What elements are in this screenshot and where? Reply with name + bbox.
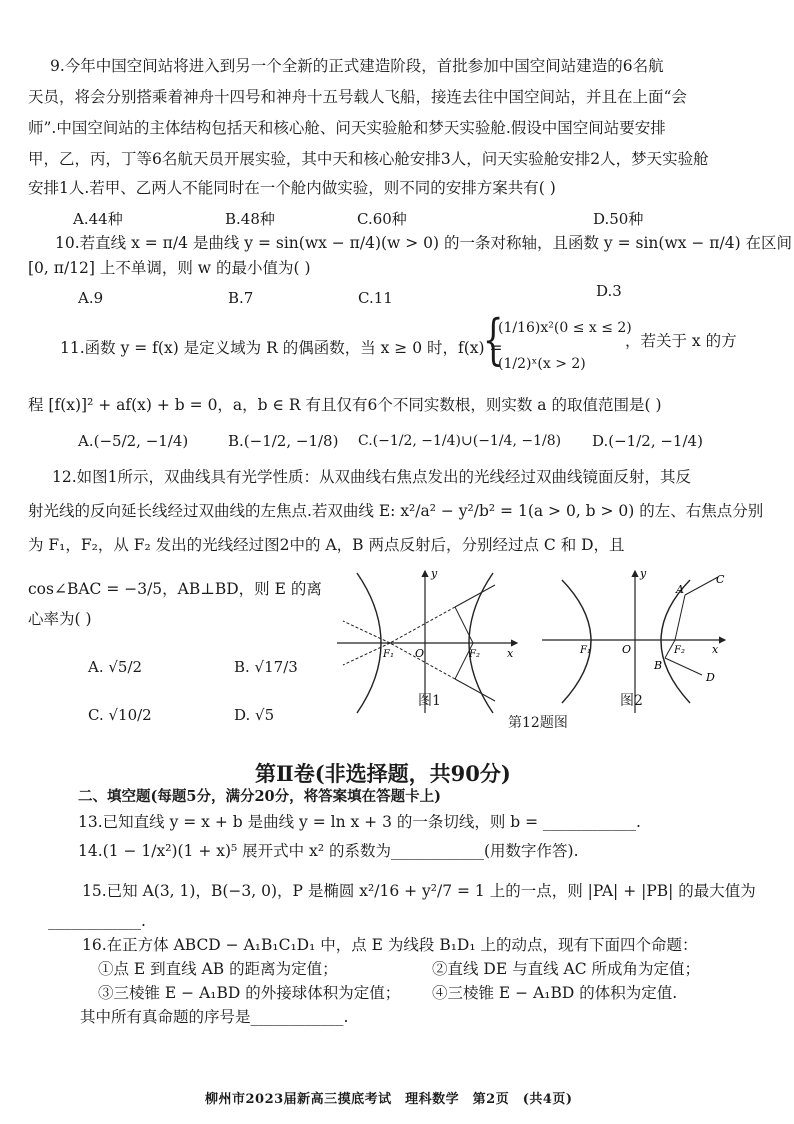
q10-option-d: D.3 xyxy=(596,282,622,300)
figure-2-label-a: A xyxy=(676,583,684,596)
figure-12-caption: 第12题图 xyxy=(508,715,568,731)
q12-line-4: cos∠BAC = −3/5，AB⊥BD，则 E 的离 xyxy=(28,580,322,598)
q10-line-2: [0, π/12] 上不单调，则 w 的最小值为( ) xyxy=(28,259,311,277)
figure-1-label-y: y xyxy=(431,567,438,580)
figure-2-label-y: y xyxy=(640,567,647,580)
figure-2-right-branch xyxy=(661,580,690,703)
figure-2-label-origin: O xyxy=(622,643,632,656)
figure-2-label-c: C xyxy=(716,573,725,586)
q11-piece-1: (1/16)x²(0 ≤ x ≤ 2) xyxy=(498,320,632,336)
figure-2-left-branch xyxy=(562,580,591,703)
q9-line-1: 9.今年中国空间站将进入到另一个全新的正式建造阶段，首批参加中国空间站建造的6名航 xyxy=(50,57,664,75)
figure-2-label-f1: F₁ xyxy=(580,645,591,656)
q16-proposition-4: ④三棱锥 E − A₁BD 的体积为定值. xyxy=(432,984,678,1002)
q9-option-c: C.60种 xyxy=(357,210,407,228)
q11-option-c: C.(−1/2, −1/4)∪(−1/4, −1/8) xyxy=(358,433,562,449)
q9-option-a: A.44种 xyxy=(73,210,123,228)
q12-line-1: 12.如图1所示，双曲线具有光学性质：从双曲线右焦点发出的光线经过双曲线镜面反射，其反 xyxy=(52,468,692,486)
q10-line-1: 10.若直线 x = π/4 是曲线 y = sin(wx − π/4)(w > 0) 的一条对称轴，且函数 y = sin(wx − π/4) 在区间 xyxy=(55,234,793,252)
figure-2-light-rays xyxy=(665,577,718,675)
q12-option-c: C. √10/2 xyxy=(88,706,152,724)
q12-line-3: 为 F₁，F₂，从 F₂ 发出的光线经过图2中的 A，B 两点反射后，分别经过点 C 和 D，且 xyxy=(28,536,625,554)
q9-line-5: 安排1人.若甲、乙两人不能同时在一个舱内做实验，则不同的安排方案共有( ) xyxy=(28,179,556,197)
q11-option-d: D.(−1/2, −1/4) xyxy=(592,432,703,450)
q9-line-4: 甲，乙，丙，丁等6名航天员开展实验，其中天和核心舱安排3人，问天实验舱安排2人，梦天实验舱 xyxy=(28,150,709,168)
figure-2-label-b: B xyxy=(654,659,663,672)
page-footer: 柳州市2023届新高三摸底考试 理科数学 第2页 (共4页) xyxy=(205,1092,573,1107)
q9-option-d: D.50种 xyxy=(593,210,644,228)
q16-proposition-3: ③三棱锥 E − A₁BD 的外接球体积为定值； xyxy=(98,984,401,1002)
q9-line-3: 师”.中国空间站的主体结构包括天和核心舱、问天实验舱和梦天实验舱.假设中国空间站要安排 xyxy=(28,119,666,137)
section-2-title: 第Ⅱ卷(非选择题，共90分) xyxy=(255,761,511,786)
q10-option-c: C.11 xyxy=(358,289,393,307)
q12-option-b: B. √17/3 xyxy=(234,658,298,676)
figure-1-label-f2: F₂ xyxy=(469,649,480,660)
q16-proposition-2: ②直线 DE 与直线 AC 所成角为定值； xyxy=(432,960,701,978)
q15-line-2: ____________. xyxy=(48,912,146,930)
q16-proposition-1: ①点 E 到直线 AB 的距离为定值； xyxy=(98,960,338,978)
figure-1-label-origin: O xyxy=(415,647,425,660)
q11-piece-2: (1/2)ˣ(x > 2) xyxy=(498,356,586,372)
figure-1-label-x: x xyxy=(507,647,514,660)
q10-option-b: B.7 xyxy=(228,289,254,307)
q12-line-2: 射光线的反向延长线经过双曲线的左焦点.若双曲线 E: x²/a² − y²/b² = 1(a > 0, b > 0) 的左、右焦点分别 xyxy=(28,502,764,520)
q11-line-2: 程 [f(x)]² + af(x) + b = 0，a，b ∈ R 有且仅有6个不同实数根，则实数 a 的取值范围是( ) xyxy=(28,396,662,414)
q11-line-1a: 11.函数 y = f(x) 是定义域为 R 的偶函数，当 x ≥ 0 时，f(x) = xyxy=(60,339,503,357)
q16-line-last: 其中所有真命题的序号是____________. xyxy=(80,1008,349,1026)
q12-option-d: D. √5 xyxy=(234,706,275,724)
q14-line: 14.(1 − 1/x²)(1 + x)⁵ 展开式中 x² 的系数为____________(用数字作答). xyxy=(78,842,579,860)
figure-2-label-x: x xyxy=(712,643,719,656)
q11-option-b: B.(−1/2, −1/8) xyxy=(228,432,339,450)
q16-line-1: 16.在正方体 ABCD − A₁B₁C₁D₁ 中，点 E 为线段 B₁D₁ 上的动点，现有下面四个命题： xyxy=(82,936,698,954)
figure-2-caption: 图2 xyxy=(620,693,643,709)
figure-1-caption: 图1 xyxy=(418,693,441,709)
q12-line-5: 心率为( ) xyxy=(28,610,92,628)
q13-line: 13.已知直线 y = x + b 是曲线 y = ln x + 3 的一条切线，则 b = ____________. xyxy=(78,813,641,831)
q9-option-b: B.48种 xyxy=(225,210,275,228)
q9-line-2: 天员，将会分别搭乘着神舟十四号和神舟十五号载人飞船，接连去往中国空间站，并且在上面“会 xyxy=(28,88,687,106)
q11-line-1b: ，若关于 x 的方 xyxy=(625,332,737,350)
q11-piecewise-brace: { xyxy=(482,308,504,371)
figure-2-label-d: D xyxy=(706,671,715,684)
figure-1-label-f1: F₁ xyxy=(383,649,394,660)
section-2-subtitle: 二、填空题(每题5分，满分20分，将答案填在答题卡上) xyxy=(78,788,441,805)
q15-line-1: 15.已知 A(3, 1)，B(−3, 0)，P 是椭圆 x²/16 + y²/7 = 1 上的一点，则 |PA| + |PB| 的最大值为 xyxy=(82,882,756,900)
q11-option-a: A.(−5/2, −1/4) xyxy=(78,432,189,450)
q10-option-a: A.9 xyxy=(78,289,104,307)
q12-option-a: A. √5/2 xyxy=(88,658,143,676)
figure-2-label-f2: F₂ xyxy=(674,645,685,656)
